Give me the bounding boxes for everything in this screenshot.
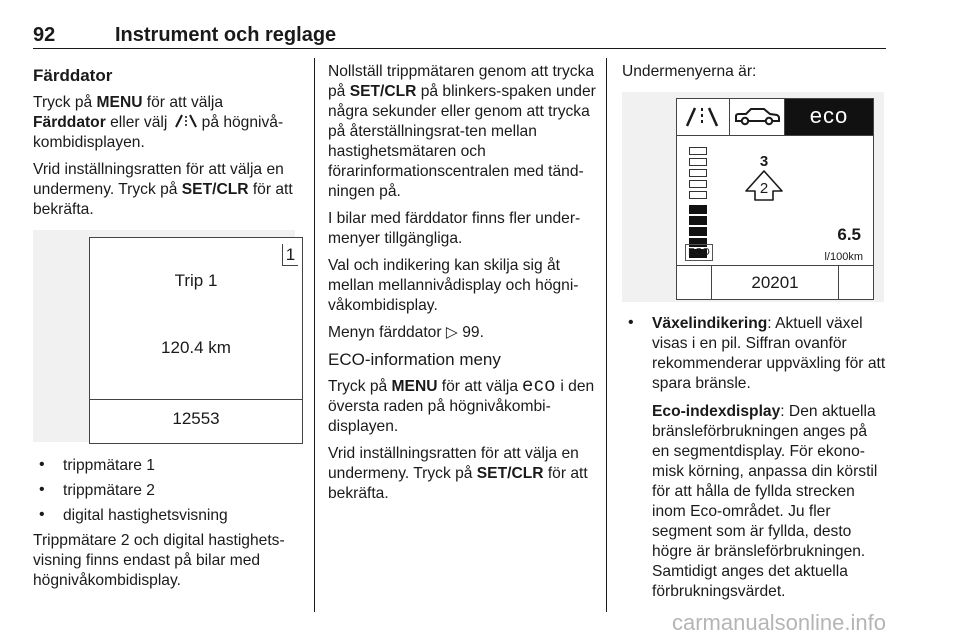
eco-display-screen [676,98,874,300]
set-clr-key-label: SET/CLR [476,465,544,482]
trip-distance: 120.4 km [161,338,231,357]
menu-key-label: MENU [96,94,143,111]
text-run: på högnivå-kombidisplayen. [33,114,284,151]
trip-computer-icon [677,99,729,135]
trip-tab [677,99,730,135]
paragraph-select-trip [33,93,303,153]
set-clr-key-label: SET/CLR [349,83,417,100]
text-run: för att välja [437,378,523,395]
trip-display-screen [89,237,303,444]
eco-tab-active: eco [785,99,873,135]
gauge-segment-empty [689,180,707,188]
paragraph-choose-submenu [33,160,303,220]
menu-key-label: MENU [391,378,438,395]
submenu-list [622,314,888,602]
gauge-segment-empty [689,191,707,199]
gauge-segment-filled [689,216,707,225]
odometer-divider [90,399,302,400]
gauge-segment-empty [689,169,707,177]
text-run: Menyn färddator [328,324,446,341]
column-3 [622,62,888,607]
eco-symbol: eco [522,375,557,396]
eco-tab-row [677,99,873,136]
odometer-value: 20201 [751,273,799,292]
gauge-segment-filled [689,227,707,236]
text-run: Nollställ trippmätaren genom att trycka på [328,63,595,100]
consumption-value: 6.5 [837,225,861,244]
eco-segment-gauge [689,147,707,258]
text-run: eller välj [105,114,168,131]
gauge-segment-empty [689,158,707,166]
paragraph-availability-note: Trippmätare 2 och digital hastighets-visning finns endast på bilar med högnivåkombidisplay. [33,532,285,589]
eco-range-label: ECO [685,244,713,261]
list-item: • digital hastighetsvisning [33,506,303,526]
watermark: carmanualsonline.info [671,610,886,635]
list-item-gear-indicator [622,314,888,602]
paragraph-more-submenus: I bilar med färddator finns fler under-menyer tillgängliga. [328,210,581,247]
reference-arrow-icon: ▷ [445,324,458,341]
trip-computer-icon [174,114,200,128]
text-run: för att välja [142,94,224,111]
section-heading-eco-information: ECO-information meny [328,350,501,369]
gauge-segment-empty [689,147,707,155]
list-item: • trippmätare 1 [33,456,303,476]
text-run: : Aktuell växel visas i en pil. Siffran ovanför rekommenderar uppväxling för att spara bränsle. [652,315,886,392]
paragraph-choose-submenu [328,444,596,504]
gauge-segment-filled [689,205,707,214]
sub-paragraph-eco-index [652,402,888,602]
column-1 [33,62,303,598]
trip-computer-term: Färddator [33,114,106,131]
page-number: 92 [33,24,56,46]
trip-display-figure [33,230,295,442]
trip-number-indicator: 1 [282,244,298,266]
vehicle-tab [730,99,785,135]
text-run: Tryck på [33,94,97,111]
page-header [33,22,886,49]
section-heading-trip-computer: Färddator [33,66,113,85]
text-run: på blinkers-spaken under några sekunder eller genom att trycka på återställningsrat-ten mellan hastighetsmätaren och förarinformationscentralen med tänd-ningen på. [328,83,596,200]
odometer-value: 12553 [172,409,220,428]
eco-display-figure [622,92,884,302]
list-item: • trippmätare 2 [33,481,303,501]
text-run: Vrid inställningsratten för att välja en undermeny. Tryck på [33,161,284,198]
trip-options-list [33,456,303,526]
consumption-unit: l/100km [824,251,863,263]
trip-label: Trip 1 [174,271,218,290]
text-run: för att bekräfta. [33,181,293,218]
car-icon [730,99,784,135]
column-2 [328,62,596,511]
term-gear-indicator: Växelindikering [652,315,768,332]
text-run: för att bekräfta. [328,465,588,502]
paragraph-reset-trip [328,62,596,202]
paragraph-submenus-intro: Undermenyerna är: [622,63,757,80]
page-title: Instrument och reglage [115,24,337,46]
column-divider-2 [606,58,607,612]
odometer-divider [677,265,873,266]
column-divider-1 [314,58,315,612]
current-gear-number: 2 [759,180,769,197]
text-run: Vrid inställningsratten för att välja en undermeny. Tryck på [328,445,579,482]
text-run: : Den aktuella bränsleförbrukningen anges på en segmentdisplay. För ekono-misk körning, anpassa din körstil för att hålla de fyllda strecken inom Eco-området. Ju fler segment som är fyllda, desto högre är bränsleförbrukningen. Samtidigt anges det aktuella förbrukningsvärdet. [652,403,878,600]
paragraph-select-eco [328,376,596,437]
text-run: i den översta raden på högnivåkombi-displayen. [328,378,595,435]
gear-upshift-number: 3 [759,153,769,170]
term-eco-index: Eco-indexdisplay [652,403,781,420]
paragraph-display-variants: Val och indikering kan skilja sig åt mellan mellannivådisplay och högni-våkombidisplay. [328,257,579,314]
page-reference: 99. [462,324,484,341]
paragraph-cross-reference [328,323,596,343]
text-run: Tryck på [328,378,392,395]
set-clr-key-label: SET/CLR [181,181,249,198]
